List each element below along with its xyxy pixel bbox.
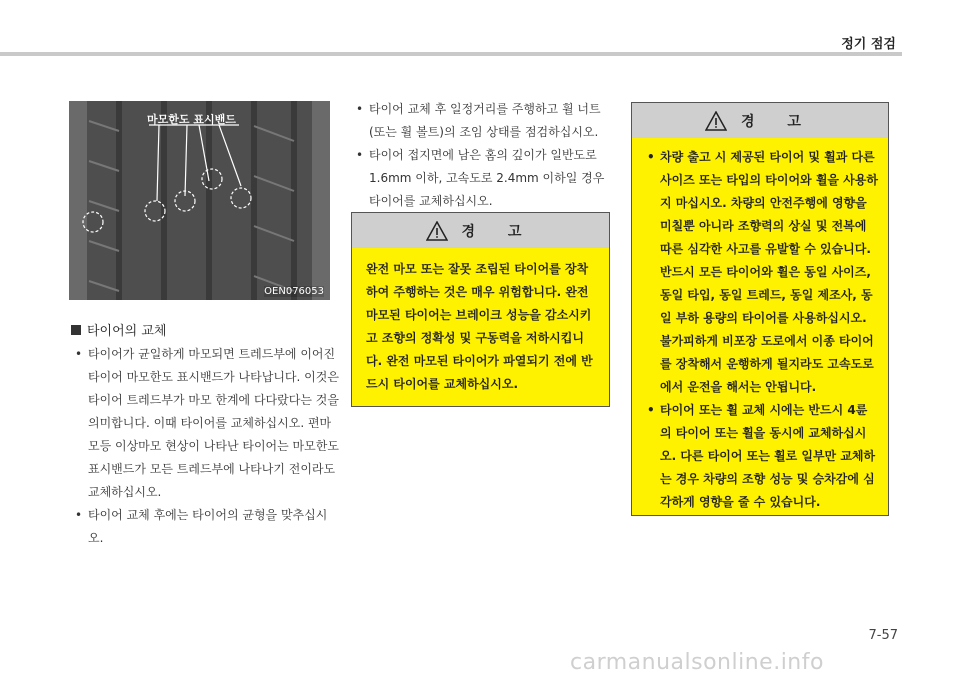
square-bullet-icon: [71, 325, 81, 335]
list-item: • 타이어 접지면에 남은 홈의 깊이가 일반도로 1.6mm 이하, 고속도로 2.4mm 이하일 경우 타이어를 교체하십시오.: [352, 144, 608, 213]
warning-text: 완전 마모 또는 잘못 조립된 타이어를 장착하여 주행하는 것은 매우 위험합니다. 완전 마모된 타이어는 브레이크 성능을 감소시키고 조향의 정확성 및 구동력을 저하시킵니다. 완전 마모된 타이어가 파열되기 전에 반드시 타이어를 교체하십시오.: [366, 262, 593, 391]
page-number: 7-57: [868, 628, 898, 643]
warning-box-right: [631, 102, 889, 516]
warning-title: 경 고: [741, 113, 815, 130]
warning-triangle-icon: [426, 221, 448, 241]
warning-box-middle: [351, 212, 610, 407]
watermark-text: carmanualsonline.info: [570, 650, 824, 675]
wear-indicator-label: 마모한도 표시밴드: [147, 113, 236, 126]
header-divider: [0, 52, 902, 56]
figure-code: OEN076053: [264, 286, 324, 297]
middle-bullet-list: [352, 98, 608, 213]
page-header-title: 정기 점검: [841, 37, 896, 52]
warning-list: [632, 138, 888, 514]
warning-title: 경 고: [461, 223, 536, 240]
section-heading: [71, 320, 166, 339]
section-title-text: 타이어의 교체: [87, 324, 167, 339]
list-item: • 타이어 교체 후 일정거리를 주행하고 휠 너트(또는 휠 볼트)의 조임 상태를 점검하십시오.: [352, 98, 608, 144]
warning-triangle-icon: [705, 111, 727, 131]
list-item: • 차량 출고 시 제공된 타이어 및 휠과 다른 사이즈 또는 타입의 타이어와 휠을 사용하지 마십시오. 차량의 안전주행에 영향을 미칠뿐 아니라 조향력의 상실 및 전복에 따른 심각한 사고를 유발할 수 있습니다. 반드시 모든 타이어와 휠은 동일 사이즈, 동일 타입, 동일 트레드, 동일 제조사, 동일 부하 용량의 타이어를 사용하십시오. 불가피하게 비포장 도로에서 이종 타이어를 장착해서 운행하게 될지라도 고속도로에서 운전을 해서는 안됩니다.: [644, 146, 878, 399]
list-item: • 타이어가 균일하게 마모되면 트레드부에 이어진 타이어 마모한도 표시밴드가 나타납니다. 이것은 타이어 트레드부가 마모 한계에 다다랐다는 것을 의미합니다. 이때 타이어를 교체하십시오. 편마모등 이상마모 현상이 나타난 타이어는 마모한도 표시밴드가 모든 트레드부에 나타나기 전이라도 교체하십시오.: [71, 343, 341, 504]
list-item: • 타이어 또는 휠 교체 시에는 반드시 4륜의 타이어 또는 휠을 동시에 교체하십시오. 다른 타이어 또는 휠로 일부만 교체하는 경우 차량의 조향 성능 및 승차감에 심각하게 영향을 줄 수 있습니다.: [644, 399, 878, 514]
tire-tread-image: [69, 101, 330, 300]
warning-header: [632, 103, 888, 138]
tire-illustration: [69, 101, 330, 300]
left-bullet-list: [71, 343, 341, 550]
warning-header: [352, 213, 609, 248]
list-item: • 타이어 교체 후에는 타이어의 균형을 맞추십시오.: [71, 504, 341, 550]
